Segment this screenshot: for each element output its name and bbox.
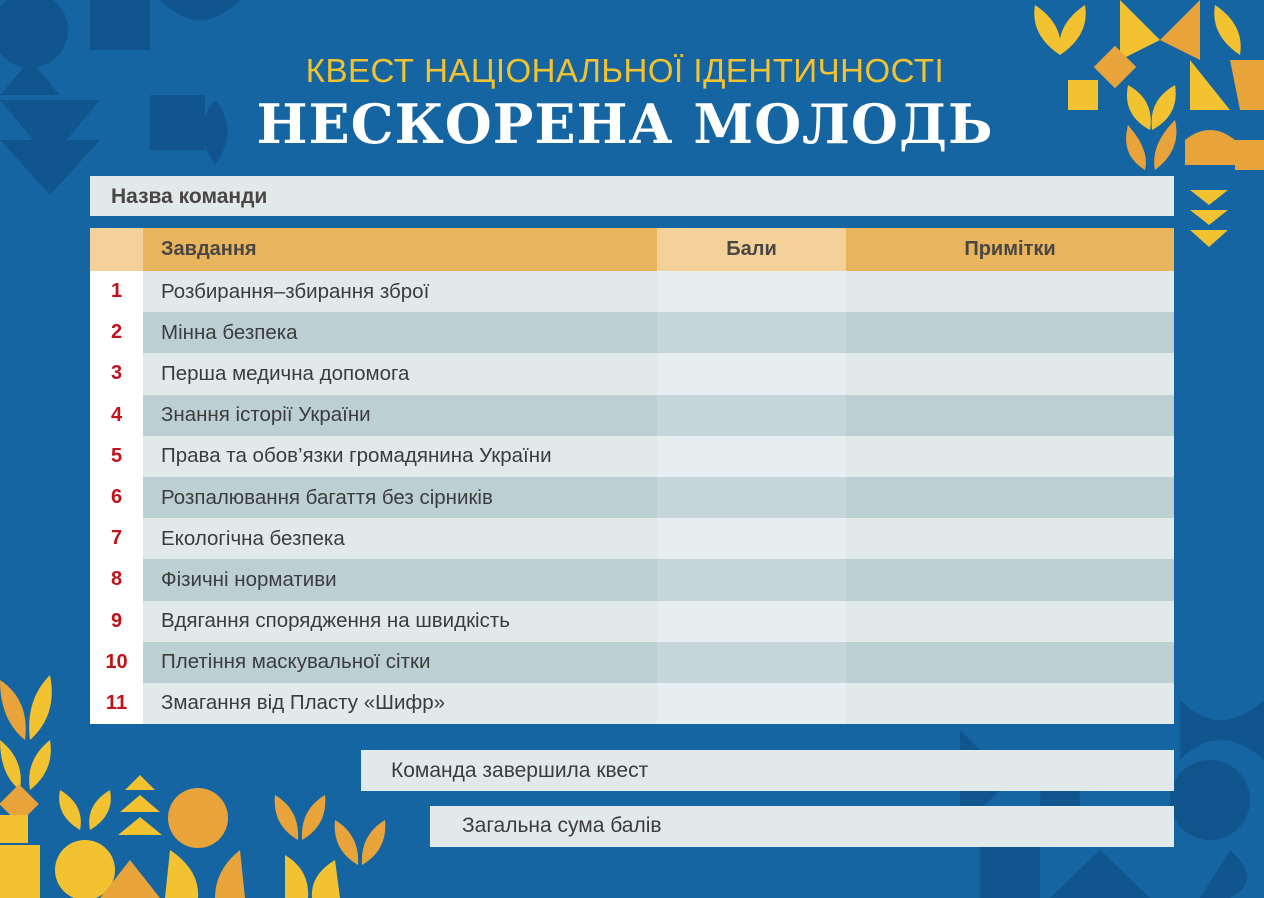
header-notes: Примітки: [846, 228, 1174, 271]
row-number: 4: [90, 395, 143, 436]
quest-completed-field[interactable]: [361, 750, 1174, 791]
table-row: [90, 312, 1174, 353]
total-score-label: Загальна сума балів: [462, 814, 662, 837]
row-notes-cell[interactable]: [846, 477, 1174, 518]
row-task: Фізичні нормативи: [143, 559, 657, 600]
row-score-cell[interactable]: [657, 436, 846, 477]
row-notes-cell[interactable]: [846, 642, 1174, 683]
tasks-table: [90, 228, 1174, 724]
table-row: [90, 436, 1174, 477]
row-score-cell[interactable]: [657, 642, 846, 683]
row-task: Розпалювання багаття без сірників: [143, 477, 657, 518]
row-number: 11: [90, 683, 143, 724]
table-row: [90, 642, 1174, 683]
row-number: 2: [90, 312, 143, 353]
row-notes-cell[interactable]: [846, 601, 1174, 642]
total-score-field[interactable]: [430, 806, 1174, 847]
table-row: [90, 271, 1174, 312]
header-task: Завдання: [143, 228, 657, 271]
row-task: Знання історії України: [143, 395, 657, 436]
row-score-cell[interactable]: [657, 477, 846, 518]
row-notes-cell[interactable]: [846, 518, 1174, 559]
table-row: [90, 559, 1174, 600]
row-task: Мінна безпека: [143, 312, 657, 353]
quest-subtitle: КВЕСТ НАЦІОНАЛЬНОЇ ІДЕНТИЧНОСТІ: [305, 52, 945, 89]
team-name-field[interactable]: [90, 176, 1174, 216]
row-score-cell[interactable]: [657, 601, 846, 642]
table-row: [90, 395, 1174, 436]
row-notes-cell[interactable]: [846, 683, 1174, 724]
table-header-row: [90, 228, 1174, 271]
table-row: [90, 601, 1174, 642]
row-notes-cell[interactable]: [846, 436, 1174, 477]
row-score-cell[interactable]: [657, 312, 846, 353]
row-score-cell[interactable]: [657, 353, 846, 394]
row-notes-cell[interactable]: [846, 271, 1174, 312]
row-task: Вдягання спорядження на швидкість: [143, 601, 657, 642]
table-row: [90, 518, 1174, 559]
row-number: 7: [90, 518, 143, 559]
header-score: Бали: [657, 228, 846, 271]
row-task: Розбирання–збирання зброї: [143, 271, 657, 312]
row-task: Плетіння маскувальної сітки: [143, 642, 657, 683]
row-score-cell[interactable]: [657, 518, 846, 559]
row-task: Змагання від Пласту «Шифр»: [143, 683, 657, 724]
row-notes-cell[interactable]: [846, 395, 1174, 436]
row-task: Перша медична допомога: [143, 353, 657, 394]
row-number: 9: [90, 601, 143, 642]
row-number: 1: [90, 271, 143, 312]
row-score-cell[interactable]: [657, 683, 846, 724]
row-score-cell[interactable]: [657, 559, 846, 600]
quest-title: НЕСКОРЕНА МОЛОДЬ: [256, 92, 994, 156]
row-notes-cell[interactable]: [846, 353, 1174, 394]
table-row: [90, 477, 1174, 518]
team-name-label: Назва команди: [111, 185, 268, 208]
row-task: Екологічна безпека: [143, 518, 657, 559]
row-number: 5: [90, 436, 143, 477]
quest-completed-label: Команда завершила квест: [391, 759, 649, 782]
row-number: 3: [90, 353, 143, 394]
row-number: 6: [90, 477, 143, 518]
header-number-cell: [90, 228, 143, 271]
table-row: [90, 683, 1174, 724]
row-task: Права та обов’язки громадянина України: [143, 436, 657, 477]
row-score-cell[interactable]: [657, 271, 846, 312]
row-notes-cell[interactable]: [846, 559, 1174, 600]
row-score-cell[interactable]: [657, 395, 846, 436]
row-number: 10: [90, 642, 143, 683]
row-notes-cell[interactable]: [846, 312, 1174, 353]
table-row: [90, 353, 1174, 394]
row-number: 8: [90, 559, 143, 600]
